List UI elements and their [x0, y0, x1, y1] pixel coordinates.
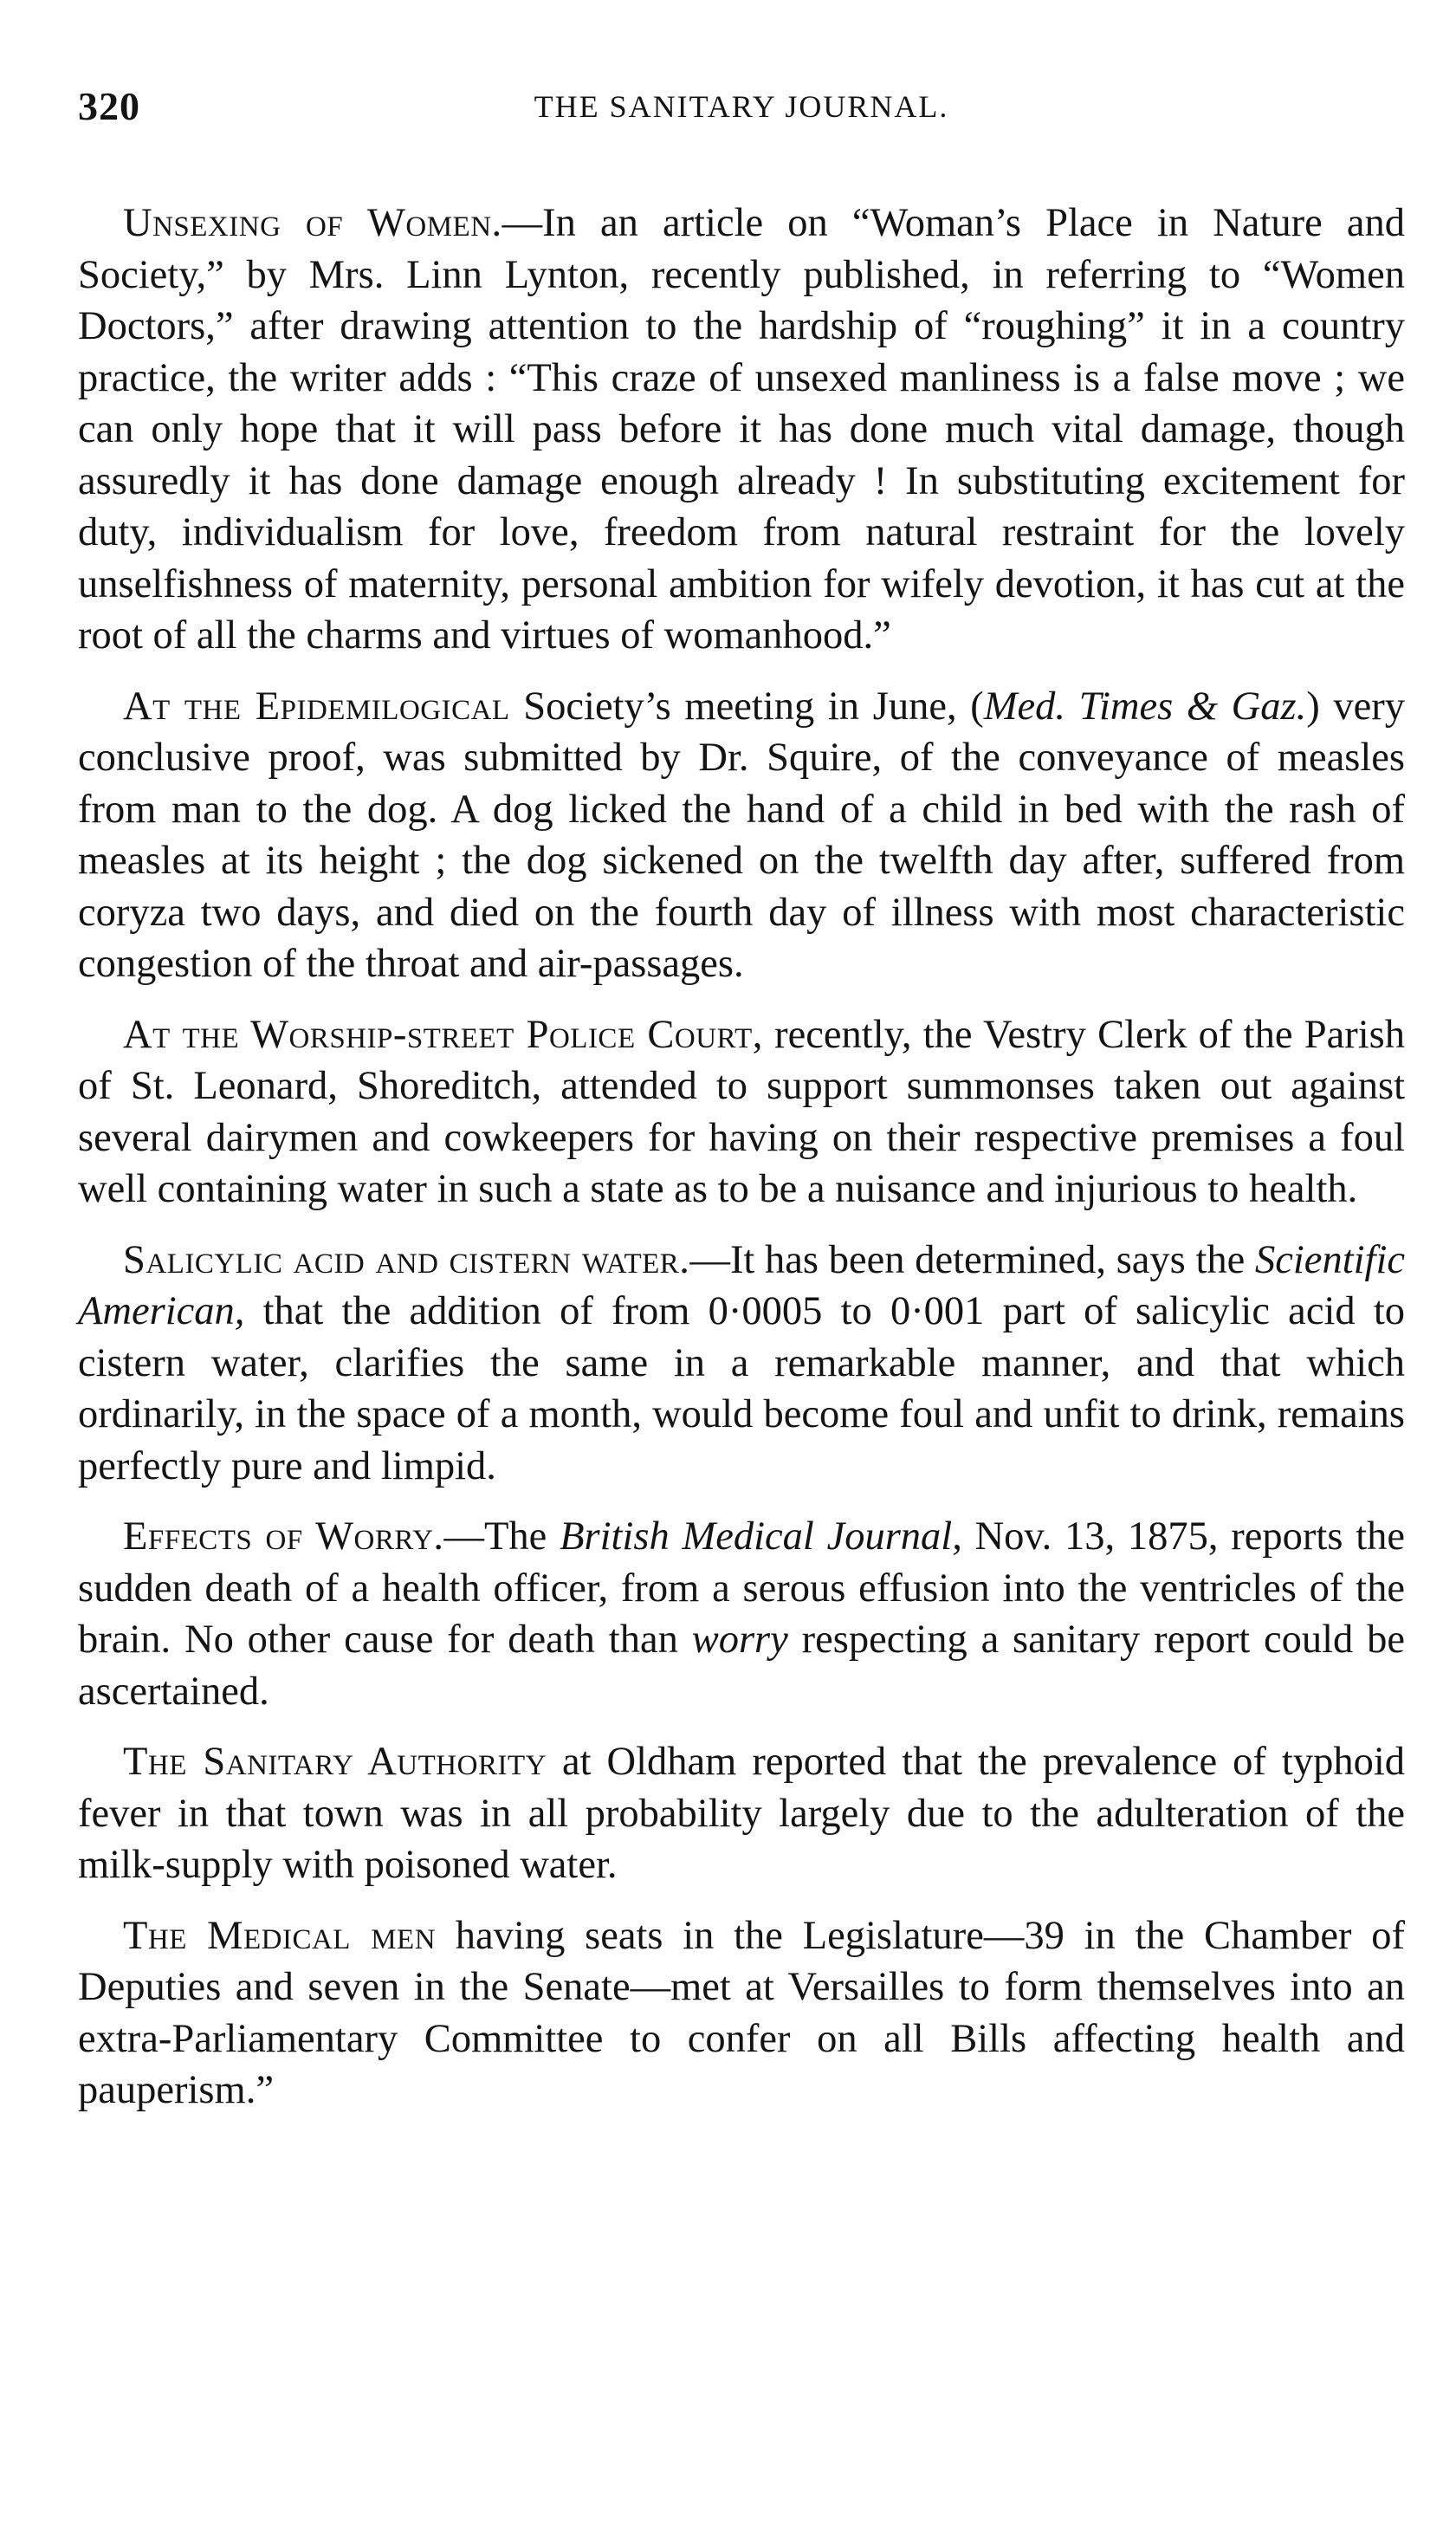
article-lead: Salicylic acid and cistern water. [123, 1237, 690, 1282]
article-unsexing-of-women [78, 198, 1405, 662]
article-epidemiological-society [78, 681, 1405, 990]
article-text: at Oldham reported that the prevalence of typhoid fever in that town was in all probability largely due to the adulteration of the milk-supply with poisoned water. [78, 1740, 1405, 1887]
article-italic: British Medical Journal, [560, 1514, 962, 1559]
article-text: ) very conclusive proof, was submitted by Dr. Squire, of the conveyance of measles from man to the dog. A dog licked the hand of a child in bed with the rash of measles at its height ; the dog sickened on the twelfth day after, suffered from coryza two days, and died on the fourth day of illness with most characteristic congestion of the throat and air-passages. [78, 684, 1406, 986]
page-number: 320 [78, 84, 140, 128]
article-worship-street-court [78, 1009, 1405, 1216]
article-italic: Scientific American, [78, 1237, 1406, 1333]
article-text: respecting a sanitary report could be ascertained. [78, 1618, 1405, 1714]
article-lead: Unsexing of Women. [123, 201, 502, 245]
article-salicylic-acid [78, 1235, 1405, 1493]
article-lead: Effects of Worry. [123, 1514, 444, 1559]
article-text: having seats in the Legislature—39 in the Chamber of Deputies and seven in the Senate—met at Versailles to form themselves into an extra-Parliamentary Committee to confer on all Bills affecting health and pauperism.” [78, 1913, 1405, 2112]
article-text: Nov. 13, 1875, reports the sudden death of a health officer, from a serous effusion into the ventricles of the brain. No other cause for death than [78, 1514, 1406, 1662]
article-lead: The Medical men [123, 1913, 437, 1958]
article-text: —It has been determined, says the [689, 1237, 1255, 1282]
article-text: that the addition of from 0·0005 to 0·001 part of salicylic acid to cistern water, clarifies the same in a remarkable manner, and that which ordinarily, in the space of a month, would become foul and unfit to drink, remains perfectly pure and limpid. [78, 1289, 1405, 1488]
article-text: recently, the Vestry Clerk of the Parish of St. Leonard, Shoreditch, attended to support summonses taken out against several dairymen and cowkeepers for having on their respective premises a foul well containing water in such a state as to be a nuisance and injurious to health. [78, 1012, 1406, 1211]
article-lead: At the Epidemilogical [123, 684, 510, 729]
article-italic: worry [691, 1618, 788, 1662]
article-text: —In an article on “Woman’s Place in Nature and Society,” by Mrs. Linn Lynton, recently published, in referring to “Women Doctors,” after drawing attention to the hardship of “roughing” it in a country practice, the writer adds : “This craze of unsexed manliness is a false move ; we can only hope that it will pass before it has done much vital damage, though assuredly it has done damage enough already ! In substituting excitement for duty, individualism for love, freedom from natural restraint for the lovely unselfishness of maternity, personal ambition for wifely devotion, it has cut at the root of all the charms and virtues of womanhood.” [78, 201, 1405, 658]
journal-title: THE SANITARY JOURNAL. [534, 89, 949, 124]
article-sanitary-authority [78, 1736, 1405, 1891]
article-medical-men [78, 1910, 1405, 2117]
journal-page [78, 83, 1405, 2136]
article-effects-of-worry [78, 1511, 1405, 1717]
article-lead: At the Worship-street Police Court, [123, 1012, 763, 1057]
article-text: —The [443, 1514, 560, 1559]
article-text: Society’s meeting in June, ( [509, 684, 984, 729]
article-italic: Med. Times & Gaz. [983, 684, 1307, 729]
article-lead: The Sanitary Authority [123, 1740, 547, 1784]
running-head [78, 83, 1405, 135]
